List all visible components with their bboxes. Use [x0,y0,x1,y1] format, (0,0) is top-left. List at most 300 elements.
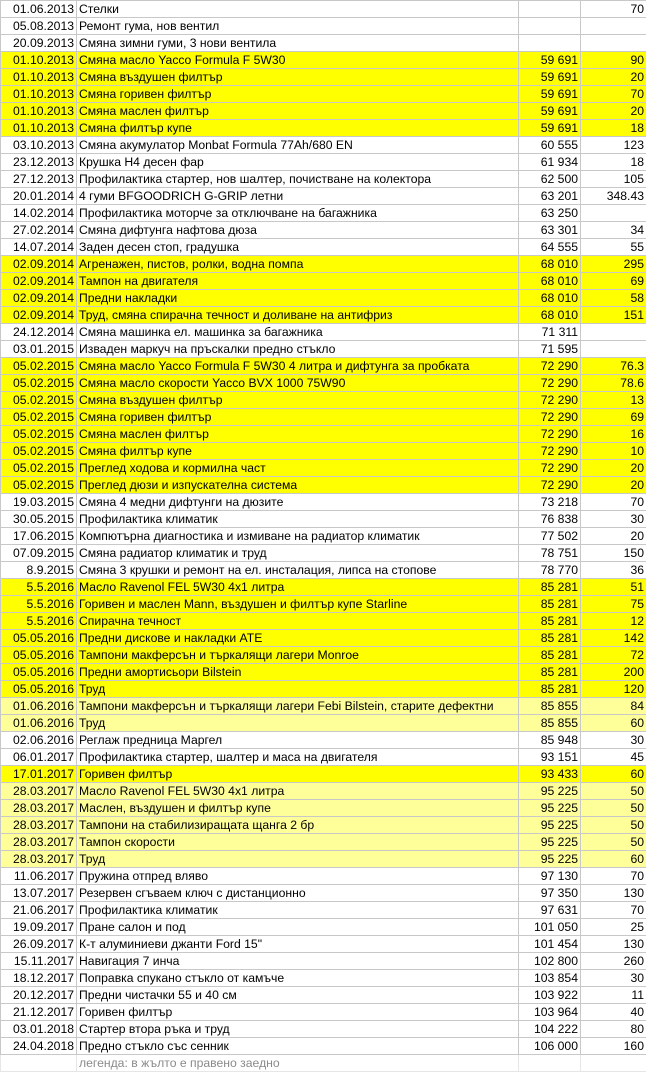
table-row[interactable] [1,579,646,596]
description-cell[interactable]: Предни чистачки 55 и 40 см [77,987,519,1004]
table-row[interactable] [1,834,646,851]
mileage-cell[interactable]: 85 948 [519,732,581,749]
price-cell[interactable]: 30 [581,511,646,528]
price-cell[interactable]: 70 [581,868,646,885]
date-cell[interactable]: 24.12.2014 [1,324,77,341]
table-row[interactable] [1,1,646,18]
date-cell[interactable]: 5.5.2016 [1,596,77,613]
table-row[interactable] [1,426,646,443]
description-cell[interactable]: Тампони на стабилизиращата щанга 2 бр [77,817,519,834]
table-row[interactable] [1,766,646,783]
price-cell[interactable]: 60 [581,851,646,868]
date-cell[interactable]: 28.03.2017 [1,834,77,851]
mileage-cell[interactable]: 85 855 [519,698,581,715]
table-row[interactable] [1,494,646,511]
table-row[interactable] [1,154,646,171]
price-cell[interactable] [581,324,646,341]
price-cell[interactable]: 20 [581,477,646,494]
description-cell[interactable]: Труд [77,851,519,868]
date-cell[interactable]: 28.03.2017 [1,800,77,817]
mileage-cell[interactable]: 85 281 [519,647,581,664]
table-row[interactable] [1,392,646,409]
mileage-cell[interactable]: 63 250 [519,205,581,222]
date-cell[interactable]: 01.10.2013 [1,69,77,86]
mileage-cell[interactable]: 71 311 [519,324,581,341]
table-row[interactable] [1,256,646,273]
price-cell[interactable]: 76.3 [581,358,646,375]
description-cell[interactable]: Тампони макферсън и търкалящи лагери Febi Bilstein, старите дефектни [77,698,519,715]
description-cell[interactable]: Профилактика моторче за отключване на багажника [77,205,519,222]
mileage-cell[interactable]: 85 855 [519,715,581,732]
price-cell[interactable]: 70 [581,1,646,18]
description-cell[interactable]: Смяна горивен филтър [77,86,519,103]
date-cell[interactable]: 27.12.2013 [1,171,77,188]
description-cell[interactable]: Смяна филтър купе [77,443,519,460]
date-cell[interactable]: 19.09.2017 [1,919,77,936]
price-cell[interactable]: 30 [581,970,646,987]
date-cell[interactable]: 02.09.2014 [1,273,77,290]
table-row[interactable] [1,919,646,936]
price-cell[interactable]: 36 [581,562,646,579]
mileage-cell[interactable]: 97 350 [519,885,581,902]
description-cell[interactable]: Спирачна течност [77,613,519,630]
price-cell[interactable]: 58 [581,290,646,307]
description-cell[interactable]: Навигация 7 инча [77,953,519,970]
mileage-cell[interactable]: 63 301 [519,222,581,239]
legend-text[interactable]: легенда: в жълто е правено заедно [77,1055,519,1072]
mileage-cell[interactable]: 97 631 [519,902,581,919]
description-cell[interactable]: Пране салон и под [77,919,519,936]
table-row[interactable] [1,358,646,375]
price-cell[interactable]: 50 [581,800,646,817]
description-cell[interactable]: Поправка спукано стъкло от камъче [77,970,519,987]
mileage-cell[interactable]: 95 225 [519,800,581,817]
description-cell[interactable]: Труд [77,681,519,698]
table-row[interactable] [1,800,646,817]
mileage-cell[interactable]: 68 010 [519,273,581,290]
table-row[interactable] [1,936,646,953]
description-cell[interactable]: К-т алуминиеви джанти Ford 15" [77,936,519,953]
price-cell[interactable]: 130 [581,885,646,902]
price-cell[interactable]: 20 [581,460,646,477]
description-cell[interactable]: Горивен и маслен Mann, въздушен и филтър купе Starline [77,596,519,613]
date-cell[interactable]: 14.07.2014 [1,239,77,256]
price-cell[interactable]: 120 [581,681,646,698]
price-cell[interactable]: 13 [581,392,646,409]
price-cell[interactable]: 78.6 [581,375,646,392]
date-cell[interactable]: 20.12.2017 [1,987,77,1004]
date-cell[interactable]: 05.02.2015 [1,426,77,443]
price-cell[interactable]: 20 [581,69,646,86]
table-row[interactable] [1,545,646,562]
mileage-cell[interactable]: 103 922 [519,987,581,1004]
date-cell[interactable]: 19.03.2015 [1,494,77,511]
description-cell[interactable]: Масло Ravenol FEL 5W30 4x1 литра [77,783,519,800]
table-row[interactable] [1,18,646,35]
price-cell[interactable]: 25 [581,919,646,936]
table-row[interactable] [1,817,646,834]
price-cell[interactable] [581,205,646,222]
table-row[interactable] [1,698,646,715]
mileage-cell[interactable]: 72 290 [519,409,581,426]
description-cell[interactable]: Смяна радиатор климатик и труд [77,545,519,562]
table-row[interactable] [1,885,646,902]
mileage-cell[interactable]: 68 010 [519,307,581,324]
description-cell[interactable]: Смяна маслен филтър [77,426,519,443]
description-cell[interactable]: Пружина отпред вляво [77,868,519,885]
date-cell[interactable]: 21.12.2017 [1,1004,77,1021]
mileage-cell[interactable]: 106 000 [519,1038,581,1055]
date-cell[interactable]: 15.11.2017 [1,953,77,970]
mileage-cell[interactable]: 78 770 [519,562,581,579]
description-cell[interactable]: Смяна машинка ел. машинка за багажника [77,324,519,341]
table-row[interactable] [1,851,646,868]
mileage-cell[interactable]: 72 290 [519,477,581,494]
table-row[interactable] [1,341,646,358]
mileage-cell[interactable]: 93 433 [519,766,581,783]
price-cell[interactable]: 348.43 [581,188,646,205]
description-cell[interactable]: Профилактика стартер, шалтер и маса на двигателя [77,749,519,766]
description-cell[interactable]: Преглед дюзи и изпускателна система [77,477,519,494]
price-cell[interactable]: 70 [581,86,646,103]
table-row[interactable] [1,596,646,613]
date-cell[interactable]: 28.03.2017 [1,783,77,800]
description-cell[interactable]: Смяна масло Yacco Formula F 5W30 [77,52,519,69]
description-cell[interactable]: Маслен, въздушен и филтър купе [77,800,519,817]
mileage-cell[interactable]: 101 050 [519,919,581,936]
price-cell[interactable]: 150 [581,545,646,562]
table-row[interactable] [1,1038,646,1055]
mileage-cell[interactable]: 63 201 [519,188,581,205]
empty-cell[interactable] [1,1055,77,1072]
description-cell[interactable]: Предни амортисьори Bilstein [77,664,519,681]
date-cell[interactable]: 01.06.2013 [1,1,77,18]
price-cell[interactable]: 60 [581,715,646,732]
table-row[interactable] [1,664,646,681]
mileage-cell[interactable]: 85 281 [519,596,581,613]
price-cell[interactable]: 295 [581,256,646,273]
table-row[interactable] [1,52,646,69]
mileage-cell[interactable]: 85 281 [519,630,581,647]
description-cell[interactable]: Ремонт гума, нов вентил [77,18,519,35]
description-cell[interactable]: Смяна зимни гуми, 3 нови вентила [77,35,519,52]
price-cell[interactable]: 70 [581,902,646,919]
mileage-cell[interactable]: 72 290 [519,358,581,375]
date-cell[interactable]: 05.05.2016 [1,630,77,647]
date-cell[interactable]: 14.02.2014 [1,205,77,222]
date-cell[interactable]: 23.12.2013 [1,154,77,171]
date-cell[interactable]: 03.01.2015 [1,341,77,358]
empty-cell[interactable] [581,1055,646,1072]
table-row[interactable] [1,375,646,392]
price-cell[interactable]: 55 [581,239,646,256]
price-cell[interactable]: 69 [581,409,646,426]
description-cell[interactable]: Труд, смяна спирачна течност и доливане на антифриз [77,307,519,324]
mileage-cell[interactable]: 71 595 [519,341,581,358]
table-row[interactable] [1,987,646,1004]
date-cell[interactable]: 05.08.2013 [1,18,77,35]
description-cell[interactable]: Предни дискове и накладки ATE [77,630,519,647]
price-cell[interactable]: 20 [581,528,646,545]
date-cell[interactable]: 02.09.2014 [1,307,77,324]
description-cell[interactable]: Труд [77,715,519,732]
table-row[interactable] [1,307,646,324]
date-cell[interactable]: 03.10.2013 [1,137,77,154]
price-cell[interactable]: 18 [581,120,646,137]
date-cell[interactable]: 07.09.2015 [1,545,77,562]
description-cell[interactable]: Смяна масло скорости Yacco BVX 1000 75W90 [77,375,519,392]
price-cell[interactable]: 75 [581,596,646,613]
mileage-cell[interactable]: 59 691 [519,52,581,69]
description-cell[interactable]: Смяна филтър купе [77,120,519,137]
price-cell[interactable] [581,341,646,358]
mileage-cell[interactable]: 72 290 [519,392,581,409]
description-cell[interactable]: Смяна масло Yacco Formula F 5W30 4 литра и дифтунга за пробката [77,358,519,375]
table-row[interactable] [1,35,646,52]
table-row[interactable] [1,171,646,188]
description-cell[interactable]: Тампон скорости [77,834,519,851]
mileage-cell[interactable]: 72 290 [519,460,581,477]
date-cell[interactable]: 01.10.2013 [1,103,77,120]
price-cell[interactable]: 90 [581,52,646,69]
price-cell[interactable]: 16 [581,426,646,443]
price-cell[interactable]: 151 [581,307,646,324]
price-cell[interactable]: 12 [581,613,646,630]
mileage-cell[interactable]: 85 281 [519,579,581,596]
price-cell[interactable]: 80 [581,1021,646,1038]
description-cell[interactable]: Реглаж предница Маргел [77,732,519,749]
table-row[interactable] [1,324,646,341]
table-row[interactable] [1,1004,646,1021]
description-cell[interactable]: Тампони макферсън и търкалящи лагери Monroe [77,647,519,664]
table-row[interactable] [1,1021,646,1038]
description-cell[interactable]: Смяна 3 крушки и ремонт на ел. инсталация, липса на стопове [77,562,519,579]
description-cell[interactable]: Смяна дифтунга нафтова дюза [77,222,519,239]
date-cell[interactable]: 02.09.2014 [1,290,77,307]
description-cell[interactable]: 4 гуми BFGOODRICH G-GRIP летни [77,188,519,205]
price-cell[interactable]: 50 [581,783,646,800]
description-cell[interactable]: Горивен филтър [77,766,519,783]
mileage-cell[interactable]: 104 222 [519,1021,581,1038]
mileage-cell[interactable]: 95 225 [519,851,581,868]
table-row[interactable] [1,205,646,222]
mileage-cell[interactable]: 76 838 [519,511,581,528]
mileage-cell[interactable]: 59 691 [519,103,581,120]
date-cell[interactable]: 01.10.2013 [1,52,77,69]
price-cell[interactable] [581,18,646,35]
date-cell[interactable]: 05.05.2016 [1,647,77,664]
date-cell[interactable]: 28.03.2017 [1,851,77,868]
mileage-cell[interactable]: 103 854 [519,970,581,987]
date-cell[interactable]: 05.05.2016 [1,664,77,681]
price-cell[interactable]: 51 [581,579,646,596]
date-cell[interactable]: 05.02.2015 [1,443,77,460]
empty-cell[interactable] [519,1055,581,1072]
description-cell[interactable]: Тампон на двигателя [77,273,519,290]
price-cell[interactable]: 34 [581,222,646,239]
date-cell[interactable]: 21.06.2017 [1,902,77,919]
table-row[interactable] [1,528,646,545]
date-cell[interactable]: 28.03.2017 [1,817,77,834]
table-row[interactable] [1,970,646,987]
table-row[interactable] [1,69,646,86]
mileage-cell[interactable]: 85 281 [519,681,581,698]
date-cell[interactable]: 02.06.2016 [1,732,77,749]
table-row[interactable] [1,562,646,579]
table-row[interactable] [1,273,646,290]
description-cell[interactable]: Профилактика климатик [77,902,519,919]
table-row[interactable] [1,86,646,103]
date-cell[interactable]: 05.02.2015 [1,409,77,426]
price-cell[interactable]: 200 [581,664,646,681]
table-row[interactable] [1,613,646,630]
mileage-cell[interactable]: 102 800 [519,953,581,970]
price-cell[interactable]: 11 [581,987,646,1004]
date-cell[interactable]: 05.02.2015 [1,358,77,375]
description-cell[interactable]: Крушка H4 десен фар [77,154,519,171]
table-row[interactable] [1,103,646,120]
date-cell[interactable]: 5.5.2016 [1,613,77,630]
table-row[interactable] [1,443,646,460]
table-row[interactable] [1,460,646,477]
price-cell[interactable]: 10 [581,443,646,460]
mileage-cell[interactable]: 95 225 [519,834,581,851]
description-cell[interactable]: Смяна маслен филтър [77,103,519,120]
date-cell[interactable]: 17.06.2015 [1,528,77,545]
price-cell[interactable]: 70 [581,494,646,511]
mileage-cell[interactable] [519,1,581,18]
price-cell[interactable]: 50 [581,817,646,834]
date-cell[interactable]: 18.12.2017 [1,970,77,987]
price-cell[interactable] [581,35,646,52]
mileage-cell[interactable]: 95 225 [519,783,581,800]
mileage-cell[interactable]: 72 290 [519,426,581,443]
description-cell[interactable]: Смяна горивен филтър [77,409,519,426]
date-cell[interactable]: 30.05.2015 [1,511,77,528]
description-cell[interactable]: Компютърна диагностика и измиване на радиатор климатик [77,528,519,545]
description-cell[interactable]: Смяна акумулатор Monbat Formula 77Ah/680 EN [77,137,519,154]
date-cell[interactable]: 17.01.2017 [1,766,77,783]
table-row[interactable] [1,222,646,239]
date-cell[interactable]: 02.09.2014 [1,256,77,273]
mileage-cell[interactable]: 85 281 [519,664,581,681]
description-cell[interactable]: Стелки [77,1,519,18]
price-cell[interactable]: 72 [581,647,646,664]
mileage-cell[interactable]: 59 691 [519,120,581,137]
description-cell[interactable]: Изваден маркуч на пръскалки предно стъкло [77,341,519,358]
mileage-cell[interactable]: 64 555 [519,239,581,256]
mileage-cell[interactable]: 101 454 [519,936,581,953]
date-cell[interactable]: 20.09.2013 [1,35,77,52]
date-cell[interactable]: 05.02.2015 [1,460,77,477]
price-cell[interactable]: 142 [581,630,646,647]
table-row[interactable] [1,681,646,698]
mileage-cell[interactable]: 68 010 [519,256,581,273]
table-row[interactable] [1,902,646,919]
price-cell[interactable]: 50 [581,834,646,851]
description-cell[interactable]: Заден десен стоп, градушка [77,239,519,256]
date-cell[interactable]: 01.10.2013 [1,86,77,103]
date-cell[interactable]: 26.09.2017 [1,936,77,953]
date-cell[interactable]: 20.01.2014 [1,188,77,205]
date-cell[interactable]: 03.01.2018 [1,1021,77,1038]
mileage-cell[interactable]: 78 751 [519,545,581,562]
mileage-cell[interactable]: 97 130 [519,868,581,885]
description-cell[interactable]: Предно стъкло със сенник [77,1038,519,1055]
mileage-cell[interactable]: 62 500 [519,171,581,188]
date-cell[interactable]: 05.02.2015 [1,392,77,409]
description-cell[interactable]: Горивен филтър [77,1004,519,1021]
price-cell[interactable]: 123 [581,137,646,154]
price-cell[interactable]: 20 [581,103,646,120]
mileage-cell[interactable]: 72 290 [519,443,581,460]
mileage-cell[interactable]: 61 934 [519,154,581,171]
date-cell[interactable]: 13.07.2017 [1,885,77,902]
mileage-cell[interactable]: 103 964 [519,1004,581,1021]
table-row[interactable] [1,409,646,426]
table-row[interactable] [1,732,646,749]
mileage-cell[interactable]: 85 281 [519,613,581,630]
description-cell[interactable]: Преглед ходова и кормилна част [77,460,519,477]
date-cell[interactable]: 5.5.2016 [1,579,77,596]
date-cell[interactable]: 11.06.2017 [1,868,77,885]
description-cell[interactable]: Резервен сгъваем ключ с дистанционно [77,885,519,902]
mileage-cell[interactable]: 68 010 [519,290,581,307]
table-row[interactable] [1,511,646,528]
date-cell[interactable]: 06.01.2017 [1,749,77,766]
mileage-cell[interactable] [519,18,581,35]
description-cell[interactable]: Профилактика климатик [77,511,519,528]
mileage-cell[interactable]: 73 218 [519,494,581,511]
price-cell[interactable]: 130 [581,936,646,953]
price-cell[interactable]: 30 [581,732,646,749]
mileage-cell[interactable]: 59 691 [519,86,581,103]
date-cell[interactable]: 01.10.2013 [1,120,77,137]
description-cell[interactable]: Стартер втора ръка и труд [77,1021,519,1038]
price-cell[interactable]: 260 [581,953,646,970]
table-row[interactable] [1,137,646,154]
mileage-cell[interactable]: 72 290 [519,375,581,392]
description-cell[interactable]: Смяна въздушен филтър [77,392,519,409]
description-cell[interactable]: Смяна въздушен филтър [77,69,519,86]
table-row[interactable] [1,715,646,732]
mileage-cell[interactable]: 59 691 [519,69,581,86]
price-cell[interactable]: 160 [581,1038,646,1055]
price-cell[interactable]: 45 [581,749,646,766]
date-cell[interactable]: 27.02.2014 [1,222,77,239]
table-row[interactable] [1,477,646,494]
description-cell[interactable]: Профилактика стартер, нов шалтер, почистване на колектора [77,171,519,188]
mileage-cell[interactable]: 77 502 [519,528,581,545]
table-row[interactable] [1,868,646,885]
date-cell[interactable]: 8.9.2015 [1,562,77,579]
date-cell[interactable]: 01.06.2016 [1,715,77,732]
date-cell[interactable]: 01.06.2016 [1,698,77,715]
mileage-cell[interactable] [519,35,581,52]
table-row[interactable] [1,290,646,307]
table-row[interactable] [1,630,646,647]
mileage-cell[interactable]: 95 225 [519,817,581,834]
price-cell[interactable]: 40 [581,1004,646,1021]
table-row[interactable] [1,783,646,800]
description-cell[interactable]: Предни накладки [77,290,519,307]
date-cell[interactable]: 05.02.2015 [1,477,77,494]
table-row[interactable] [1,239,646,256]
price-cell[interactable]: 18 [581,154,646,171]
date-cell[interactable]: 05.05.2016 [1,681,77,698]
mileage-cell[interactable]: 60 555 [519,137,581,154]
price-cell[interactable]: 69 [581,273,646,290]
